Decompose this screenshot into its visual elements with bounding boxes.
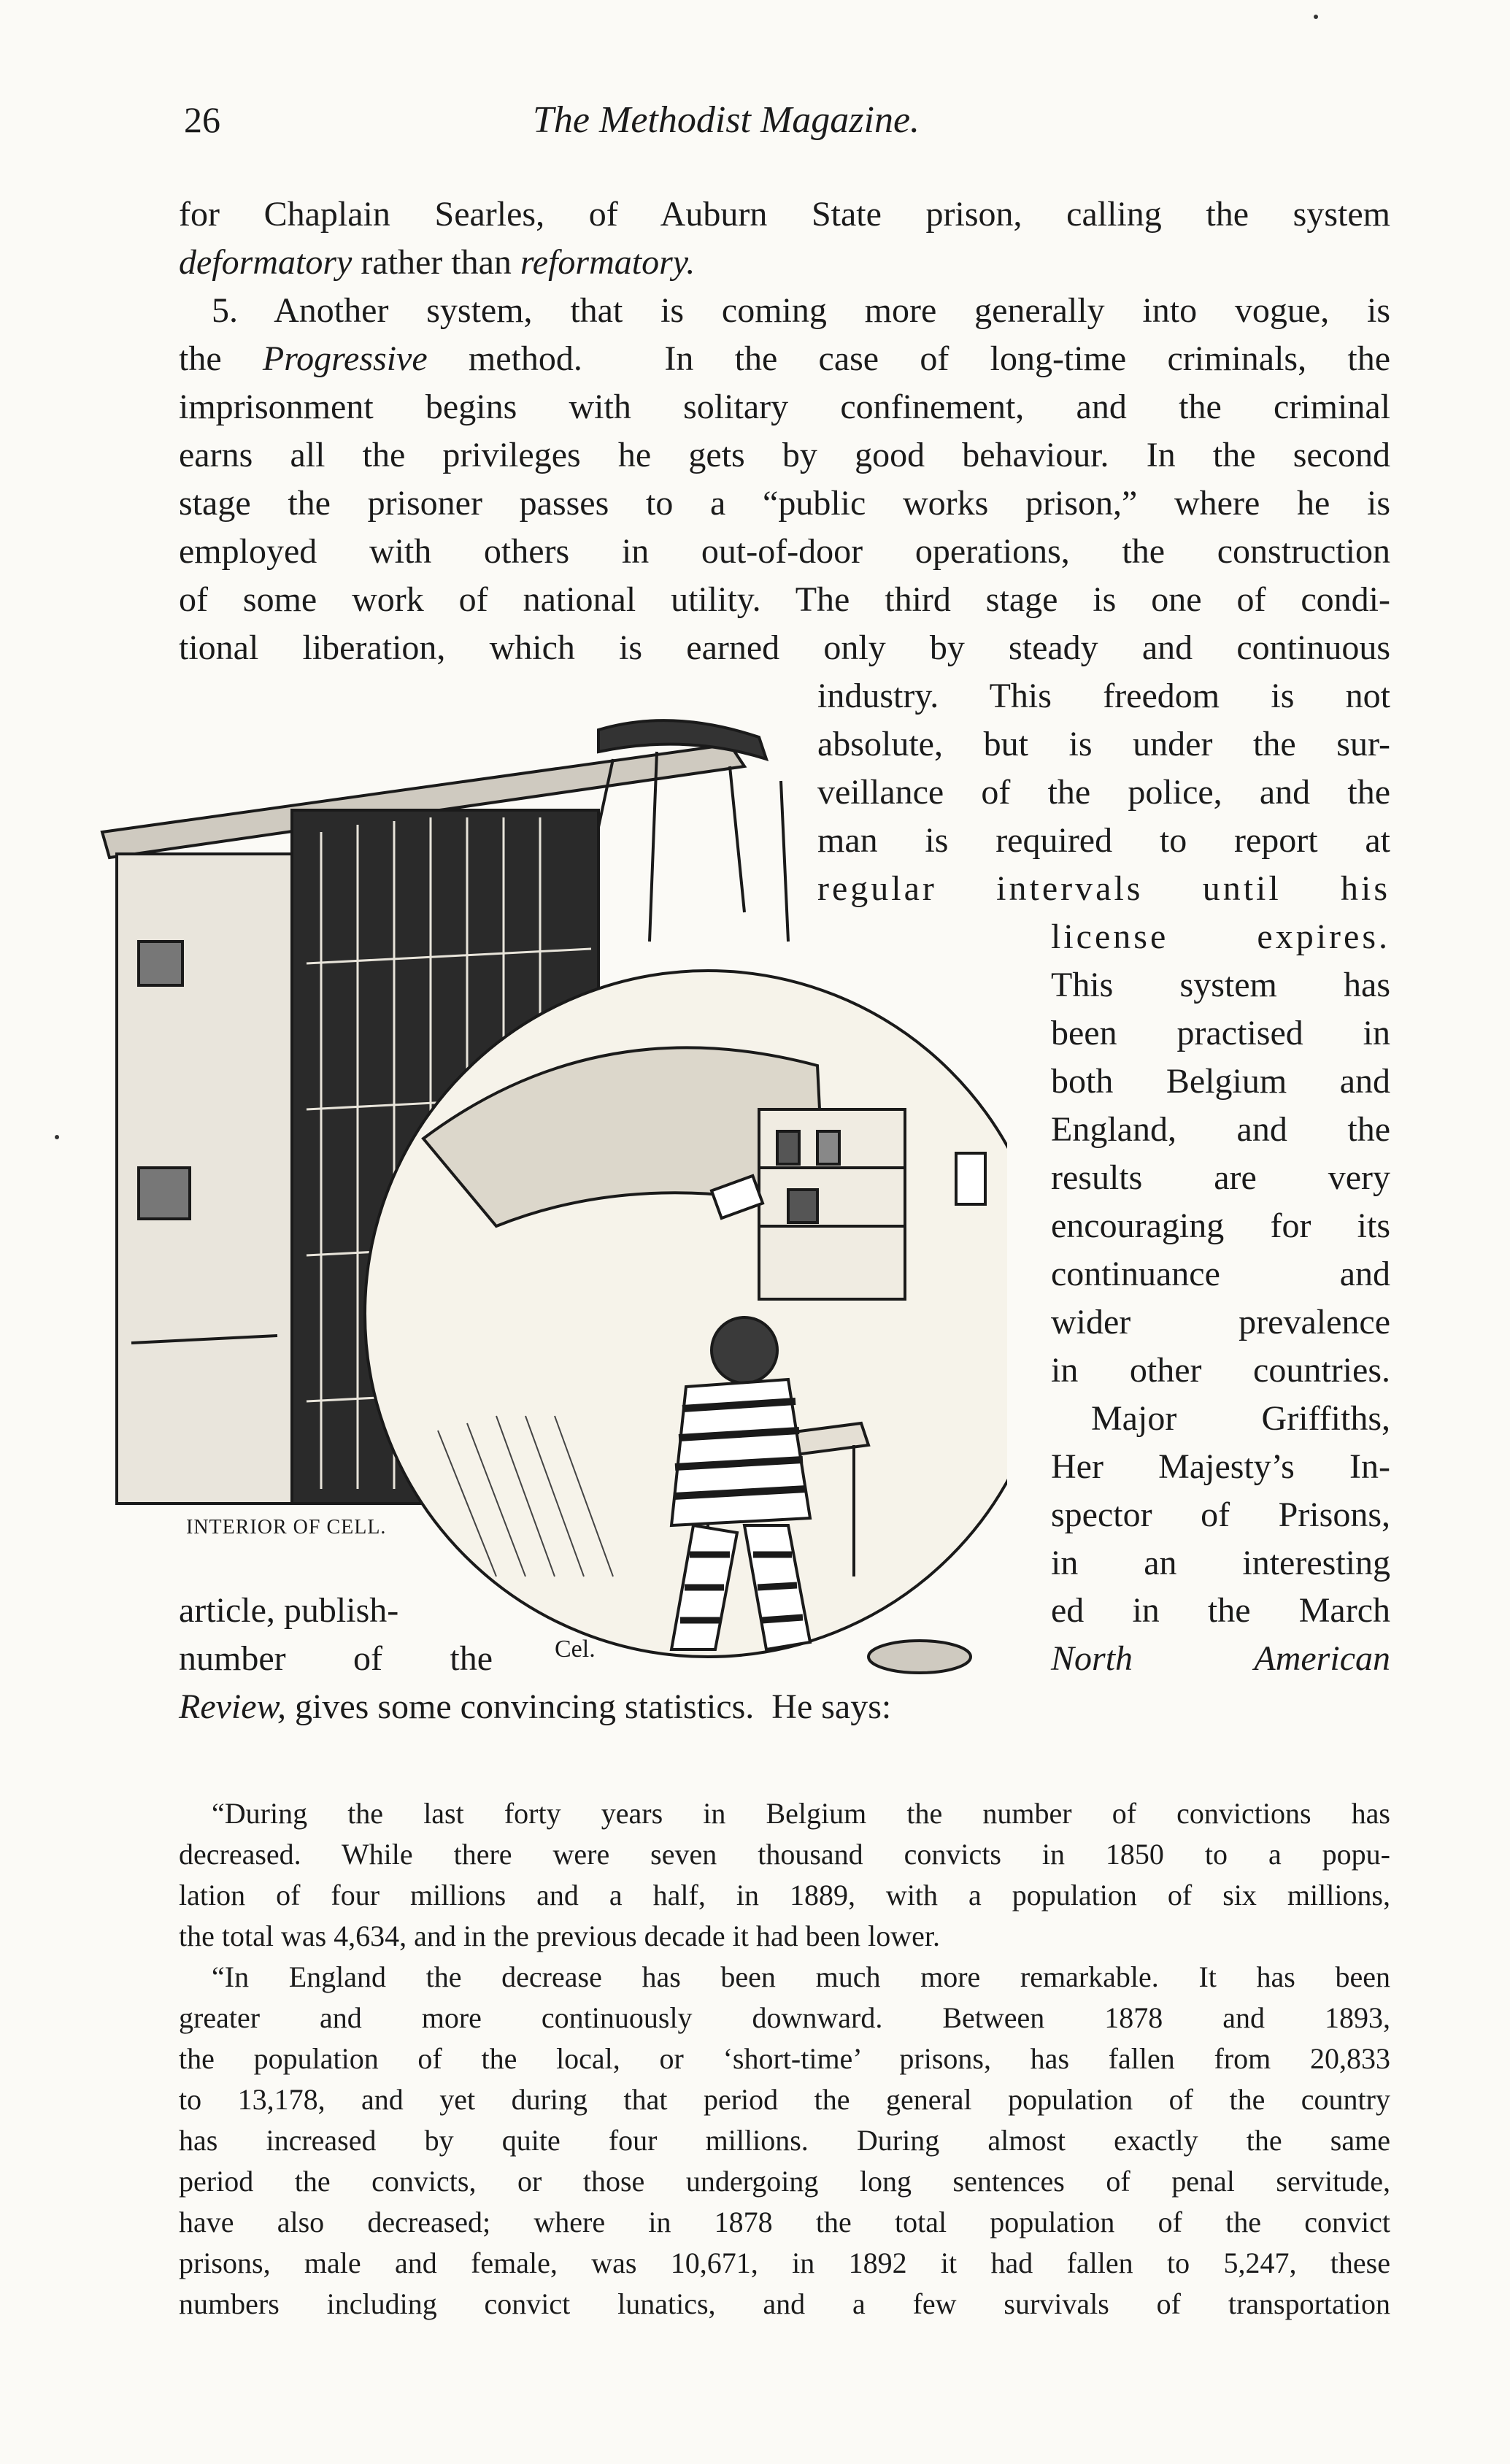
- quote-line: has increased by quite four millions. During almost exactly the same: [179, 2124, 1390, 2157]
- body-line: both Belgium and: [1051, 1062, 1390, 1101]
- body-line: regular intervals until his: [817, 869, 1390, 908]
- body-line: of some work of national utility. The third stage is one of condi-: [179, 580, 1390, 619]
- quote-line: the population of the local, or ‘short-time’ prisons, has fallen from 20,833: [179, 2042, 1390, 2075]
- quote-line: prisons, male and female, was 10,671, in 1892 it had fallen to 5,247, these: [179, 2247, 1390, 2279]
- body-line: Her Majesty’s In-: [1051, 1447, 1390, 1486]
- quote-line: the total was 4,634, and in the previous decade it had been lower.: [179, 1920, 941, 1952]
- body-line: deformatory rather than reformatory.: [179, 243, 696, 282]
- quote-line: decreased. While there were seven thousand convicts in 1850 to a popu-: [179, 1838, 1390, 1871]
- quote-line: greater and more continuously downward. Between 1878 and 1893,: [179, 2001, 1390, 2034]
- body-line: Review, gives some convincing statistics. He says:: [179, 1687, 892, 1726]
- body-line: 5. Another system, that is coming more generally into vogue, is: [212, 291, 1390, 330]
- cell-illustration: [88, 701, 1007, 1722]
- body-line: industry. This freedom is not: [817, 677, 1390, 715]
- body-line: employed with others in out-of-door operations, the construction: [179, 532, 1390, 571]
- quote-line: period the convicts, or those undergoing long sentences of penal servitude,: [179, 2165, 1390, 2198]
- body-line: spector of Prisons,: [1051, 1495, 1390, 1534]
- quote-line: to 13,178, and yet during that period the general population of the country: [179, 2083, 1390, 2116]
- body-line: license expires.: [1051, 917, 1390, 956]
- body-line: Major Griffiths,: [1091, 1399, 1390, 1438]
- quote-line: “During the last forty years in Belgium the number of convictions has: [212, 1797, 1390, 1830]
- body-line: earns all the privileges he gets by good behaviour. In the second: [179, 436, 1390, 474]
- body-line: This system has: [1051, 966, 1390, 1004]
- body-line: for Chaplain Searles, of Auburn State prison, calling the system: [179, 195, 1390, 234]
- ink-speck: [55, 1135, 59, 1139]
- body-line: the Progressive method. In the case of long-time criminals, the: [179, 339, 1391, 378]
- body-line: in an interesting: [1051, 1544, 1390, 1582]
- figure-caption-line2: INTERIOR OF CELL.: [186, 1516, 387, 1539]
- running-title: The Methodist Magazine.: [533, 99, 920, 141]
- body-line: continuance and: [1051, 1255, 1390, 1293]
- body-line: imprisonment begins with solitary confinement, and the criminal: [179, 388, 1390, 426]
- body-line: tional liberation, which is earned only by steady and continuous: [179, 628, 1390, 667]
- body-line: wider prevalence: [1051, 1303, 1390, 1341]
- body-line: ed in the March: [1051, 1591, 1390, 1630]
- quote-line: “In England the decrease has been much more remarkable. It has been: [212, 1960, 1390, 1993]
- page-number: 26: [184, 99, 220, 140]
- body-line: article, publish-: [179, 1591, 399, 1630]
- body-line: in other countries.: [1051, 1351, 1390, 1390]
- cell-label: Cel.: [555, 1636, 596, 1663]
- ink-speck: [1314, 15, 1318, 19]
- body-line: England, and the: [1051, 1110, 1390, 1149]
- body-line: number of the: [179, 1639, 493, 1678]
- body-line: been practised in: [1051, 1014, 1390, 1052]
- body-line: encouraging for its: [1051, 1206, 1390, 1245]
- quote-line: lation of four millions and a half, in 1889, with a population of six millions,: [179, 1879, 1390, 1911]
- body-line: absolute, but is under the sur-: [817, 725, 1390, 763]
- body-line: man is required to report at: [817, 821, 1390, 860]
- body-line: North American: [1051, 1639, 1390, 1678]
- quote-line: have also decreased; where in 1878 the total population of the convict: [179, 2206, 1390, 2238]
- body-line: results are very: [1051, 1158, 1390, 1197]
- quote-line: numbers including convict lunatics, and a few survivals of transportation: [179, 2287, 1390, 2320]
- body-line: veillance of the police, and the: [817, 773, 1390, 812]
- body-line: stage the prisoner passes to a “public works prison,” where he is: [179, 484, 1390, 523]
